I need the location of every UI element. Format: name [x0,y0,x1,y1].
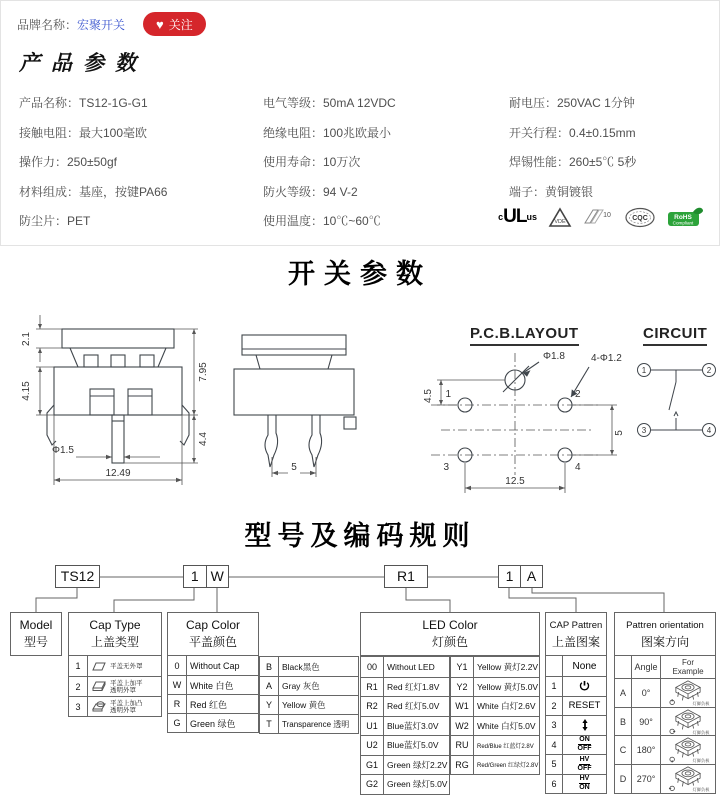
product-params-title: 产品参数 [19,50,147,75]
spec-item: 使用寿命：10万次 [263,155,361,169]
cap-color-table-right [259,656,359,734]
rotation-power-icon [670,757,674,762]
cap-color-table: Cap Color 平盖颜色 0 Without Cap W White 白色 R Red 红色 G Green 绿色 [167,612,259,733]
spec-item: 操作力：250±50gf [19,155,117,169]
cap-color-row: R Red 红色 [168,694,258,713]
flat-clear-cover-icon [88,680,110,693]
pcb-layout-title: P.C.B.LAYOUT [470,325,579,346]
orientation-row: A 0° 灯脚负极 [615,678,715,707]
cap-pattern-row: 5 $\frac{HV}{\text{OFF}}$ [546,754,606,774]
orientation-example-90deg [661,708,715,736]
spec-item: 接触电阻：最大100毫欧 [19,125,148,140]
svg-text:灯脚负极: 灯脚负极 [692,700,710,706]
dim-label: Φ1.8 [543,351,565,362]
pattern-orientation-table: Pattren orientation 图案方向 Angle For Example A 0° 灯脚负极 B 90° 灯脚负极 C 180° 灯脚负极 D 270° 灯脚负极 [614,612,716,794]
orientation-row: D 270° 灯脚负极 [615,764,715,793]
rotation-power-icon [670,729,675,733]
coding-rules-title: 型号及编码规则 [244,521,476,551]
ul-mark-icon: c UL us [498,206,537,227]
spec-item: 电气等级：50mA 12VDC [263,96,396,110]
cap-color-row: 0 Without Cap [168,656,258,675]
spec-item: 焊锡性能：260±5℃ 5秒 [509,155,637,169]
cap-type-row: 1 平盖无外罩 [69,656,161,676]
power-icon [563,680,606,692]
dome-clear-cover-icon [88,700,110,713]
switch-params-title: 开关参数 [288,259,432,289]
orientation-example-180deg [661,736,715,764]
pad-number: 2 [575,389,581,400]
spec-item: 材料组成：基座，按键PA66 [19,184,168,199]
dim-label: 12.49 [105,468,131,479]
dim-label: 4.15 [21,381,32,401]
code-box-model: TS12 [55,565,100,588]
led-color-row: U2 Blue蓝灯5.0V [361,735,449,755]
flat-cap-icon [88,660,110,672]
cap-pattern-row: 3 [546,715,606,735]
svg-text:CQC: CQC [632,214,648,222]
dim-label: Φ1.5 [52,445,74,456]
spec-item: 耐电压：250VAC 1分钟 [509,96,635,110]
led-color-row: RG Red/Green 红绿灯2.8V [451,755,539,775]
code-box-pattern: 1 A [498,565,543,588]
svg-text:灯脚负极: 灯脚负极 [692,758,710,764]
cap-type-row: 2 平盖上加平 透明外罩 [69,676,161,696]
spec-item: 绝缘电阻：100兆欧最小 [263,125,392,140]
spec-item: 使用温度：10℃~60℃ [263,214,381,228]
cap-type-row: 3 平盖上加凸 透明外罩 [69,696,161,716]
circuit-pin: 4 [706,426,712,435]
orientation-header-row: Angle For Example [615,656,715,678]
svg-text:灯脚负极: 灯脚负极 [692,729,710,735]
orientation-row: C 180° 灯脚负极 [615,735,715,764]
brand-link[interactable]: 宏聚开关 [77,17,126,32]
led-color-row: Y2 Yellow 黄灯5.0V [451,677,539,697]
led-color-row: RU Red/Blue 红蓝灯2.8V [451,735,539,755]
cap-type-table: Cap Type 上盖类型 1 平盖无外罩 2 平盖上加平 透明外罩 3 平盖上加凸 透明外罩 [68,612,162,717]
led-color-row: 00 Without LED [361,657,449,677]
heart-icon: ♥ [156,16,164,32]
spec-item: 防火等级：94 V-2 [263,184,358,199]
led-color-table-left [360,656,450,795]
dim-label: 7.95 [198,362,209,382]
led-color-row: R2 Red 红灯5.0V [361,696,449,716]
led-color-row: W2 White 白灯5.0V [451,716,539,736]
svg-text:10: 10 [603,212,611,219]
dim-label: 12.5 [505,476,525,487]
rotation-power-icon [670,699,674,704]
follow-label: 关注 [168,17,193,32]
double-arrow-icon [563,719,606,731]
orientation-example-270deg [661,765,715,793]
dim-label: 5 [291,462,297,473]
dim-label: 2.1 [21,332,32,346]
circuit-pin: 1 [641,366,647,375]
cap-color-row: T Transparence 透明 [260,714,358,733]
dim-label: 4-Φ1.2 [591,353,622,364]
svg-text:RoHS: RoHS [674,214,692,221]
spec-item: 防尘片：PET [19,214,91,228]
svg-text:VDE: VDE [554,218,566,225]
led-color-row: R1 Red 红灯1.8V [361,677,449,697]
svg-text:Compliant: Compliant [672,220,694,226]
dim-label: 4.5 [423,389,434,403]
cap-color-row: B Black黑色 [260,657,358,676]
led-color-row: Y1 Yellow 黄灯2.2V [451,657,539,677]
led-color-row: G2 Green 绿灯5.0V [361,774,449,794]
orientation-example-0deg [661,679,715,707]
brand-label: 品牌名称： [17,17,78,32]
cap-pattern-row: 6 $\frac{HV}{ON}$ [546,774,606,794]
cap-color-row: W White 白色 [168,675,258,694]
led-color-row: G1 Green 绿灯2.2V [361,755,449,775]
model-table: Model 型号 [10,612,62,656]
pad-number: 3 [443,462,449,473]
pad-number: 4 [575,462,581,473]
circuit-pin: 2 [706,366,712,375]
led-color-header: LED Color 灯颜色 [360,612,540,656]
circuit-pin: 3 [641,426,647,435]
rotation-power-icon [669,786,674,790]
dim-label: 5 [614,430,625,436]
spec-item: 端子：黄铜镀银 [509,184,594,199]
cap-color-row: A Gray 灰色 [260,676,358,695]
led-color-row: U1 Blue蓝灯3.0V [361,716,449,736]
dim-label: 4.4 [198,432,209,446]
cap-pattern-row: None [546,656,606,676]
cap-pattern-row: 1 [546,676,606,696]
svg-text:灯脚负极: 灯脚负极 [692,787,710,793]
code-box-led: R1 [384,565,428,588]
cap-pattern-row: 4 $\frac{ON}{\text{OFF}}$ [546,735,606,755]
circuit-title: CIRCUIT [643,325,707,346]
cap-pattern-table: CAP Pattren 上盖图案 None 1 2 RESET 3 4 $\frac{ON}{\text{OFF}}$ 5 $\frac{HV}{\text{OFF}}$ 6 $\frac{HV}{ON}$ [545,612,607,794]
cap-pattern-row: 2 RESET [546,696,606,716]
orientation-row: B 90° 灯脚负极 [615,707,715,736]
led-color-row: W1 White 白灯2.6V [451,696,539,716]
cap-color-row: G Green 绿色 [168,713,258,732]
spec-item: 产品名称：TS12-1G-G1 [19,96,148,110]
led-color-table-right [450,656,540,775]
cap-color-row: Y Yellow 黄色 [260,695,358,714]
spec-item: 开关行程：0.4±0.15mm [509,125,636,140]
pad-number: 1 [445,389,451,400]
code-box-cap: 1 W [183,565,229,588]
